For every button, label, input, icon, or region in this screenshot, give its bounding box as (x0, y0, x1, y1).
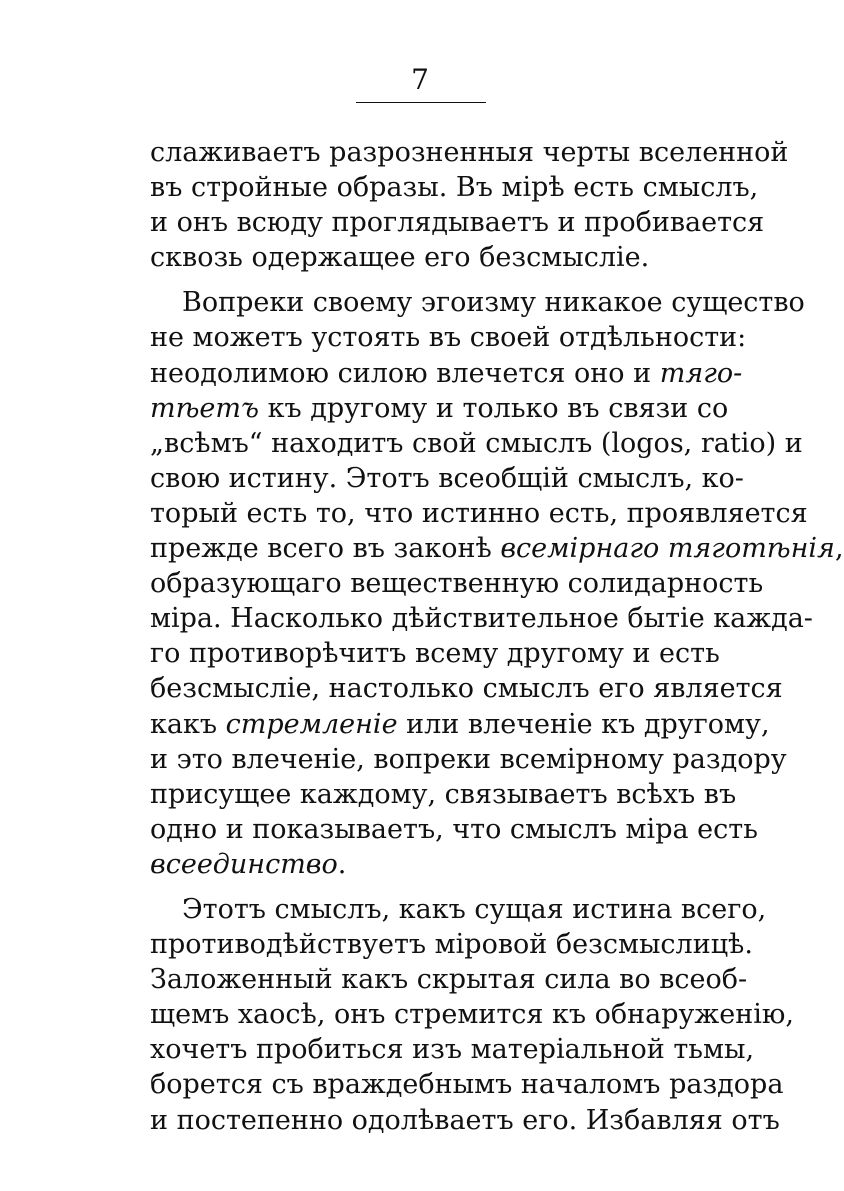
text-line: въ стройные образы. Въ мірѣ есть смыслъ, (150, 172, 759, 204)
text-line: слаживаетъ разрозненныя черты вселенной (150, 137, 789, 168)
text-line: не можетъ устоять въ своей отдѣльности: (150, 322, 747, 354)
text-segment: , (834, 533, 844, 565)
text-line (150, 531, 844, 566)
text-line: хочетъ пробиться изъ матеріальной тьмы, (150, 1034, 755, 1066)
text-line (150, 707, 770, 742)
text-line: безсмысліе, настолько смыслъ его является (150, 673, 783, 705)
text-line: щемъ хаосѣ, онъ стремится къ обнаруженію, (150, 999, 794, 1031)
text-line: и постепенно одолѣваетъ его. Избавляя отъ (150, 1104, 780, 1136)
text-line: присущее каждому, связываетъ всѣхъ въ (150, 778, 737, 810)
text-line: го противорѣчитъ всему другому и есть (150, 638, 720, 670)
text-line: міра. Насколько дѣйствительное бытіе кажда- (150, 603, 813, 635)
italic-emphasis: всеединство (150, 848, 338, 880)
paragraph-gap (150, 275, 686, 285)
text-line: образующаго вещественную солидарность (150, 568, 764, 600)
text-line: Заложенный какъ скрытая сила во всеоб- (150, 964, 748, 996)
text-line: борется съ враждебнымъ началомъ раздора (150, 1069, 784, 1101)
italic-emphasis: тѣетъ (150, 392, 260, 424)
paragraph-gap (150, 882, 686, 892)
text-line (150, 356, 743, 391)
body-text (150, 135, 844, 1138)
text-line: сквозь одержащее его безсмысліе. (150, 242, 650, 274)
text-line: Вопреки своему эгоизму никакое существо (182, 287, 805, 319)
paragraph-2 (150, 285, 844, 882)
text-line (150, 391, 729, 426)
text-line: „всѣмъ“ находитъ свой смыслъ (logos, ratio) и (150, 427, 803, 459)
text-line: и онъ всюду проглядываетъ и пробивается (150, 207, 765, 239)
text-segment: какъ (150, 708, 226, 740)
text-segment: прежде всего въ законѣ (150, 533, 501, 565)
text-line: торый есть то, что истинно есть, проявляется (150, 497, 808, 529)
text-line: одно и показываетъ, что смыслъ міра есть (150, 813, 758, 845)
text-segment: къ другому и только въ связи со (259, 392, 729, 424)
header-rule (356, 102, 486, 103)
italic-emphasis: тяго- (659, 357, 743, 389)
text-line: свою истину. Этотъ всеобщій смыслъ, ко- (150, 462, 744, 494)
text-line (150, 847, 686, 882)
text-segment: . (337, 848, 347, 880)
text-line: и это влеченіе, вопреки всемірному раздору (150, 743, 787, 775)
italic-emphasis: всемірнаго тяготѣнія (500, 533, 835, 565)
text-segment: неодолимою силою влечется оно и (150, 357, 660, 389)
page-number: 7 (411, 63, 429, 96)
paragraph-3 (150, 892, 794, 1138)
paragraph-1 (150, 135, 789, 275)
italic-emphasis: стремленіе (225, 708, 398, 740)
text-segment: или влеченіе къ другому, (397, 708, 770, 740)
text-line: Этотъ смыслъ, какъ сущая истина всего, (182, 893, 767, 925)
text-line: противодѣйствуетъ міровой безсмыслицѣ. (150, 929, 753, 961)
